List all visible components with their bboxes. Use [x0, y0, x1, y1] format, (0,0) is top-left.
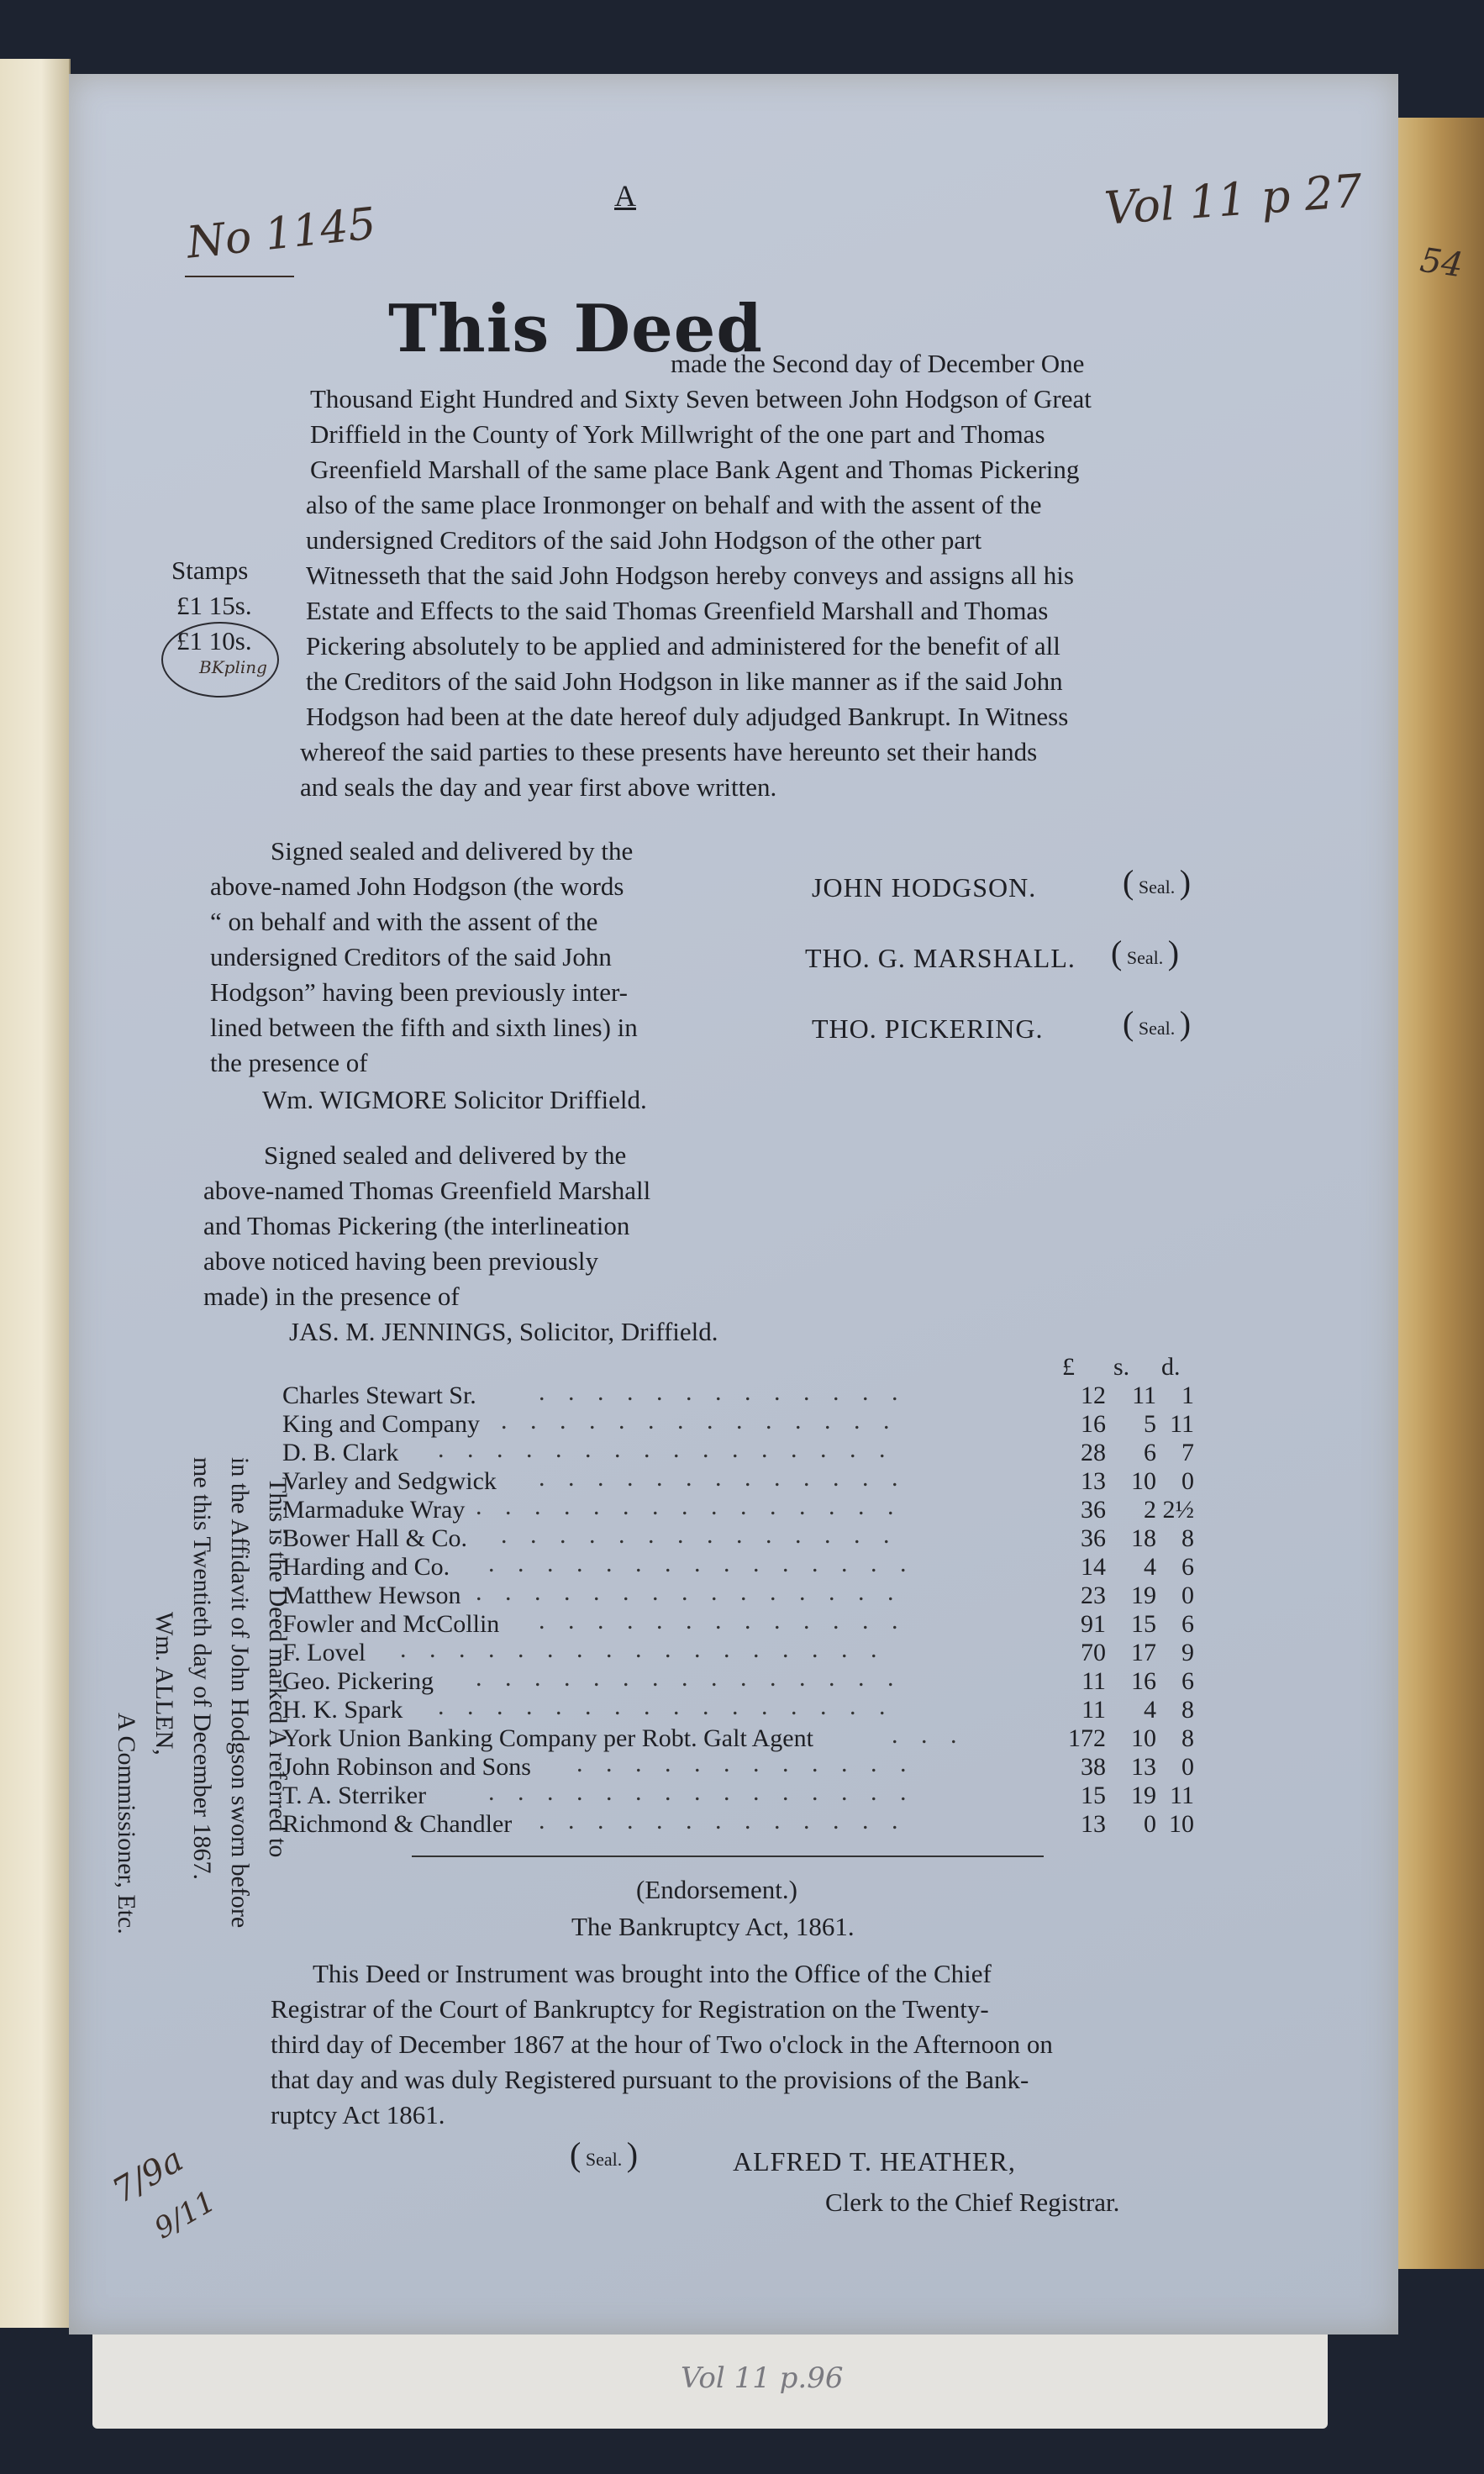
deed-line-10: the Creditors of the said John Hodgson in like manner as if the said John: [306, 666, 1063, 696]
deed-line-8: Estate and Effects to the said Thomas Greenfield Marshall and Thomas: [306, 596, 1049, 625]
leader-dots: . . . . . . . . . . . . . . .: [476, 1664, 903, 1692]
header-pounds: £: [1062, 1353, 1075, 1381]
amount-shillings: 4: [1144, 1553, 1156, 1581]
amount-pence: 1: [1181, 1382, 1194, 1409]
deed-line-3: Driffield in the County of York Millwright of the one part and Thomas: [310, 419, 1045, 449]
leader-dots: . . . . . . . . . . . . .: [539, 1378, 907, 1406]
deed-line-9: Pickering absolutely to be applied and administered for the benefit of all: [306, 631, 1060, 661]
amount-pounds: 28: [1081, 1439, 1106, 1466]
deed-line-5: also of the same place Ironmonger on behalf and with the assent of the: [306, 490, 1042, 519]
amount-pence: 9: [1181, 1639, 1194, 1666]
amount-pence: 0: [1181, 1467, 1194, 1495]
creditor-name: Matthew Hewson: [282, 1582, 461, 1609]
creditor-name: Marmaduke Wray: [282, 1496, 466, 1524]
signatory-name: THO. PICKERING.: [812, 1013, 1044, 1044]
creditor-table: [282, 1378, 1207, 1869]
amount-shillings: 11: [1132, 1382, 1156, 1409]
deed-line-7: Witnesseth that the said John Hodgson hereby conveys and assigns all his: [306, 561, 1074, 590]
creditor-name: York Union Banking Company per Robt. Galt Agent: [282, 1724, 813, 1752]
endorsement-seal: ( Seal. ): [570, 2135, 639, 2173]
creditor-row: [282, 1778, 1194, 1810]
seal-label: Seal.: [1138, 1018, 1176, 1039]
endorsement-act: The Bankruptcy Act, 1861.: [571, 1912, 855, 1941]
creditor-row: [282, 1378, 1194, 1410]
amount-pence: 0: [1181, 1753, 1194, 1781]
amount-pence: 8: [1181, 1696, 1194, 1724]
adjacent-page-edge: [0, 59, 71, 2328]
leader-dots: . . . . . . . . . . . . . .: [501, 1521, 898, 1549]
creditor-row: [282, 1635, 1194, 1667]
creditor-name: D. B. Clark: [282, 1439, 399, 1466]
amount-pounds: 13: [1081, 1810, 1106, 1838]
leader-dots: . . . . . . . . . . . . . . . .: [438, 1435, 894, 1463]
seal-label: Seal.: [1126, 947, 1164, 968]
attest2-line-2: above-named Thomas Greenfield Marshall: [203, 1176, 651, 1205]
signature-hodgson: [812, 872, 1036, 903]
leader-dots: . . . . . . . . . . . . . . . . .: [400, 1635, 886, 1663]
leader-dots: . . . . . . . . . . . . . . .: [488, 1550, 915, 1577]
amount-shillings: 0: [1144, 1810, 1156, 1838]
creditor-row: [282, 1407, 1194, 1439]
amount-shillings: 6: [1144, 1439, 1156, 1466]
handwritten-number: No 1145: [184, 198, 379, 269]
stamp-initials: BKpling: [199, 657, 267, 677]
amount-pounds: 23: [1081, 1582, 1106, 1609]
seal-label: Seal.: [585, 2149, 623, 2170]
affidavit-line-2: in the Affidavit of John Hodgson sworn before: [226, 1457, 254, 1929]
seal-marshall: ( Seal. ): [1111, 934, 1180, 971]
amount-shillings: 17: [1131, 1639, 1156, 1666]
handwritten-ref-1: 7/9a: [106, 2140, 190, 2211]
creditor-name: Richmond & Chandler: [282, 1810, 513, 1838]
amount-pence: 6: [1181, 1553, 1194, 1581]
amount-shillings: 13: [1131, 1753, 1156, 1781]
seal-hodgson: ( Seal. ): [1123, 863, 1192, 901]
footer-pencil-note: Vol 11 p.96: [681, 2361, 844, 2395]
attest1-line-7: the presence of: [210, 1048, 368, 1077]
folio-number: 54: [1418, 240, 1466, 286]
signatory-name: THO. G. MARSHALL.: [805, 943, 1076, 973]
amount-pounds: 172: [1068, 1724, 1106, 1752]
creditor-name: Harding and Co.: [282, 1553, 450, 1581]
affidavit-line-4: Wm. ALLEN,: [150, 1612, 178, 1755]
deed-line-2: Thousand Eight Hundred and Sixty Seven between John Hodgson of Great: [310, 384, 1092, 413]
annotation-underline: [185, 276, 294, 277]
endorsement-line-1: This Deed or Instrument was brought into the Office of the Chief: [313, 1959, 992, 1988]
deed-line-6: undersigned Creditors of the said John Hodgson of the other part: [306, 525, 982, 555]
leader-dots: . . . . . . . . . . . . . . . .: [438, 1692, 894, 1720]
amount-pence: 11: [1170, 1782, 1194, 1809]
amount-pounds: 11: [1081, 1696, 1106, 1724]
amount-pounds: 70: [1081, 1639, 1106, 1666]
deed-line-12: whereof the said parties to these presents have hereunto set their hands: [300, 737, 1038, 766]
stamps-amount-2: £1 10s.: [176, 626, 252, 655]
creditor-row: [282, 1664, 1194, 1696]
divider-rule: [412, 1856, 1044, 1857]
creditor-row: [282, 1607, 1194, 1639]
creditor-row: [282, 1807, 1194, 1839]
endorsement-line-4: that day and was duly Registered pursuant to the provisions of the Bank-: [271, 2065, 1029, 2094]
attest2-witness: JAS. M. JENNINGS, Solicitor, Driffield.: [289, 1317, 718, 1346]
creditor-name: T. A. Sterriker: [282, 1782, 427, 1809]
leader-dots: . . . . . . . . . . . . .: [539, 1464, 907, 1492]
stamps-amount-1: £1 15s.: [176, 591, 252, 620]
deed-line-1: made the Second day of December One: [671, 349, 1085, 378]
attest2-line-1: Signed sealed and delivered by the: [264, 1140, 627, 1170]
document-page: [69, 74, 1398, 2335]
affidavit-line-5: A Commissioner, Etc.: [113, 1713, 140, 1934]
attest1-witness: Wm. WIGMORE Solicitor Driffield.: [262, 1085, 647, 1114]
registrar-name: ALFRED T. HEATHER,: [733, 2146, 1016, 2177]
creditor-name: John Robinson and Sons: [282, 1753, 531, 1781]
attest1-line-6: lined between the fifth and sixth lines) in: [210, 1013, 638, 1042]
amount-pence: 6: [1181, 1610, 1194, 1638]
amount-shillings: 10: [1131, 1724, 1156, 1752]
endorsement-line-2: Registrar of the Court of Bankruptcy for Registration on the Twenty-: [271, 1994, 989, 2024]
amount-pence: 10: [1169, 1810, 1194, 1838]
registrar-office: Clerk to the Chief Registrar.: [825, 2187, 1120, 2217]
creditor-row: [282, 1521, 1194, 1553]
affidavit-line-3: me this Twentieth day of December 1867.: [188, 1457, 216, 1881]
amount-pounds: 91: [1081, 1610, 1106, 1638]
amount-pounds: 15: [1081, 1782, 1106, 1809]
creditor-name: Charles Stewart Sr.: [282, 1382, 476, 1409]
amount-pounds: 38: [1081, 1753, 1106, 1781]
stamps-label: Stamps: [171, 555, 249, 585]
creditor-name: Bower Hall & Co.: [282, 1524, 467, 1552]
header-letter: A: [614, 179, 636, 213]
attest1-line-2: above-named John Hodgson (the words: [210, 871, 624, 901]
attest2-line-4: above noticed having been previously: [203, 1246, 599, 1276]
amount-shillings: 5: [1144, 1410, 1156, 1438]
amount-shillings: 18: [1131, 1524, 1156, 1552]
deed-line-4: Greenfield Marshall of the same place Bank Agent and Thomas Pickering: [310, 455, 1080, 484]
leader-dots: . . . . . . . . . . . . . . .: [488, 1778, 915, 1806]
amount-shillings: 2: [1144, 1496, 1156, 1524]
handwritten-volume-ref: Vol 11 p 27: [1102, 164, 1365, 235]
leader-dots: . . . . . . . . . . . . . .: [501, 1407, 898, 1434]
signatory-name: JOHN HODGSON.: [812, 872, 1037, 903]
leader-dots: . . . . . . . . . . . . . . .: [476, 1492, 903, 1520]
deed-title: This Deed: [388, 291, 763, 367]
creditor-row: [282, 1464, 1194, 1496]
amount-pence: 8: [1181, 1524, 1194, 1552]
amount-shillings: 16: [1131, 1667, 1156, 1695]
amount-shillings: 10: [1131, 1467, 1156, 1495]
amount-shillings: 19: [1131, 1582, 1156, 1609]
endorsement-line-5: ruptcy Act 1861.: [271, 2100, 445, 2129]
attest1-line-4: undersigned Creditors of the said John: [210, 942, 612, 971]
attest2-line-3: and Thomas Pickering (the interlineation: [203, 1211, 630, 1240]
amount-pence: 6: [1181, 1667, 1194, 1695]
amount-pounds: 12: [1081, 1382, 1106, 1409]
amount-pounds: 16: [1081, 1410, 1106, 1438]
amount-pounds: 14: [1081, 1553, 1106, 1581]
attest2-line-5: made) in the presence of: [203, 1282, 460, 1311]
amount-pence: 2½: [1162, 1496, 1194, 1524]
header-shillings: s.: [1113, 1353, 1130, 1381]
attest1-line-5: Hodgson” having been previously inter-: [210, 977, 628, 1007]
amount-pence: 7: [1181, 1439, 1194, 1466]
amount-pounds: 36: [1081, 1524, 1106, 1552]
seal-label: Seal.: [1138, 876, 1176, 897]
creditor-row: [282, 1435, 1194, 1467]
leader-dots: . . . . . . . . . . . . . . .: [476, 1578, 903, 1606]
creditor-name: Geo. Pickering: [282, 1667, 434, 1695]
leader-dots: . . . . . . . . . . . . .: [539, 1607, 907, 1634]
creditor-name: King and Company: [282, 1410, 480, 1438]
creditor-row: [282, 1721, 1194, 1753]
creditor-name: F. Lovel: [282, 1639, 366, 1666]
creditor-row: [282, 1492, 1194, 1524]
endorsement-heading: (Endorsement.): [636, 1875, 797, 1904]
creditor-row: [282, 1550, 1194, 1582]
amount-pounds: 36: [1081, 1496, 1106, 1524]
seal-pickering: ( Seal. ): [1123, 1004, 1192, 1042]
amount-pence: 11: [1170, 1410, 1194, 1438]
amount-pounds: 13: [1081, 1467, 1106, 1495]
signature-marshall: [805, 943, 1076, 974]
amount-shillings: 15: [1131, 1610, 1156, 1638]
affidavit-line-1: This is the Deed marked A referred to: [264, 1477, 292, 1858]
leader-dots: . . . . . . . . . . . .: [576, 1750, 915, 1777]
handwritten-ref-2: 9/11: [149, 2184, 222, 2246]
amount-pence: 8: [1181, 1724, 1194, 1752]
creditor-name: Fowler and McCollin: [282, 1610, 500, 1638]
endorsement-line-3: third day of December 1867 at the hour of Two o'clock in the Afternoon on: [271, 2029, 1053, 2059]
header-pence: d.: [1161, 1353, 1181, 1381]
creditor-row: [282, 1750, 1194, 1782]
creditor-row: [282, 1692, 1194, 1724]
amount-shillings: 19: [1131, 1782, 1156, 1809]
signature-pickering: [812, 1013, 1043, 1045]
amount-pounds: 11: [1081, 1667, 1106, 1695]
amount-pence: 0: [1181, 1582, 1194, 1609]
attest1-line-3: “ on behalf and with the assent of the: [210, 907, 598, 936]
creditor-row: [282, 1578, 1194, 1610]
amount-shillings: 4: [1144, 1696, 1156, 1724]
deed-line-13: and seals the day and year first above written.: [300, 772, 777, 802]
attest1-line-1: Signed sealed and delivered by the: [271, 836, 634, 866]
creditor-name: Varley and Sedgwick: [282, 1467, 497, 1495]
deed-line-11: Hodgson had been at the date hereof duly adjudged Bankrupt. In Witness: [306, 702, 1069, 731]
creditor-name: H. K. Spark: [282, 1696, 403, 1724]
leader-dots: . . . . . . . . . . . . .: [539, 1807, 907, 1834]
leader-dots: . . .: [892, 1721, 966, 1749]
